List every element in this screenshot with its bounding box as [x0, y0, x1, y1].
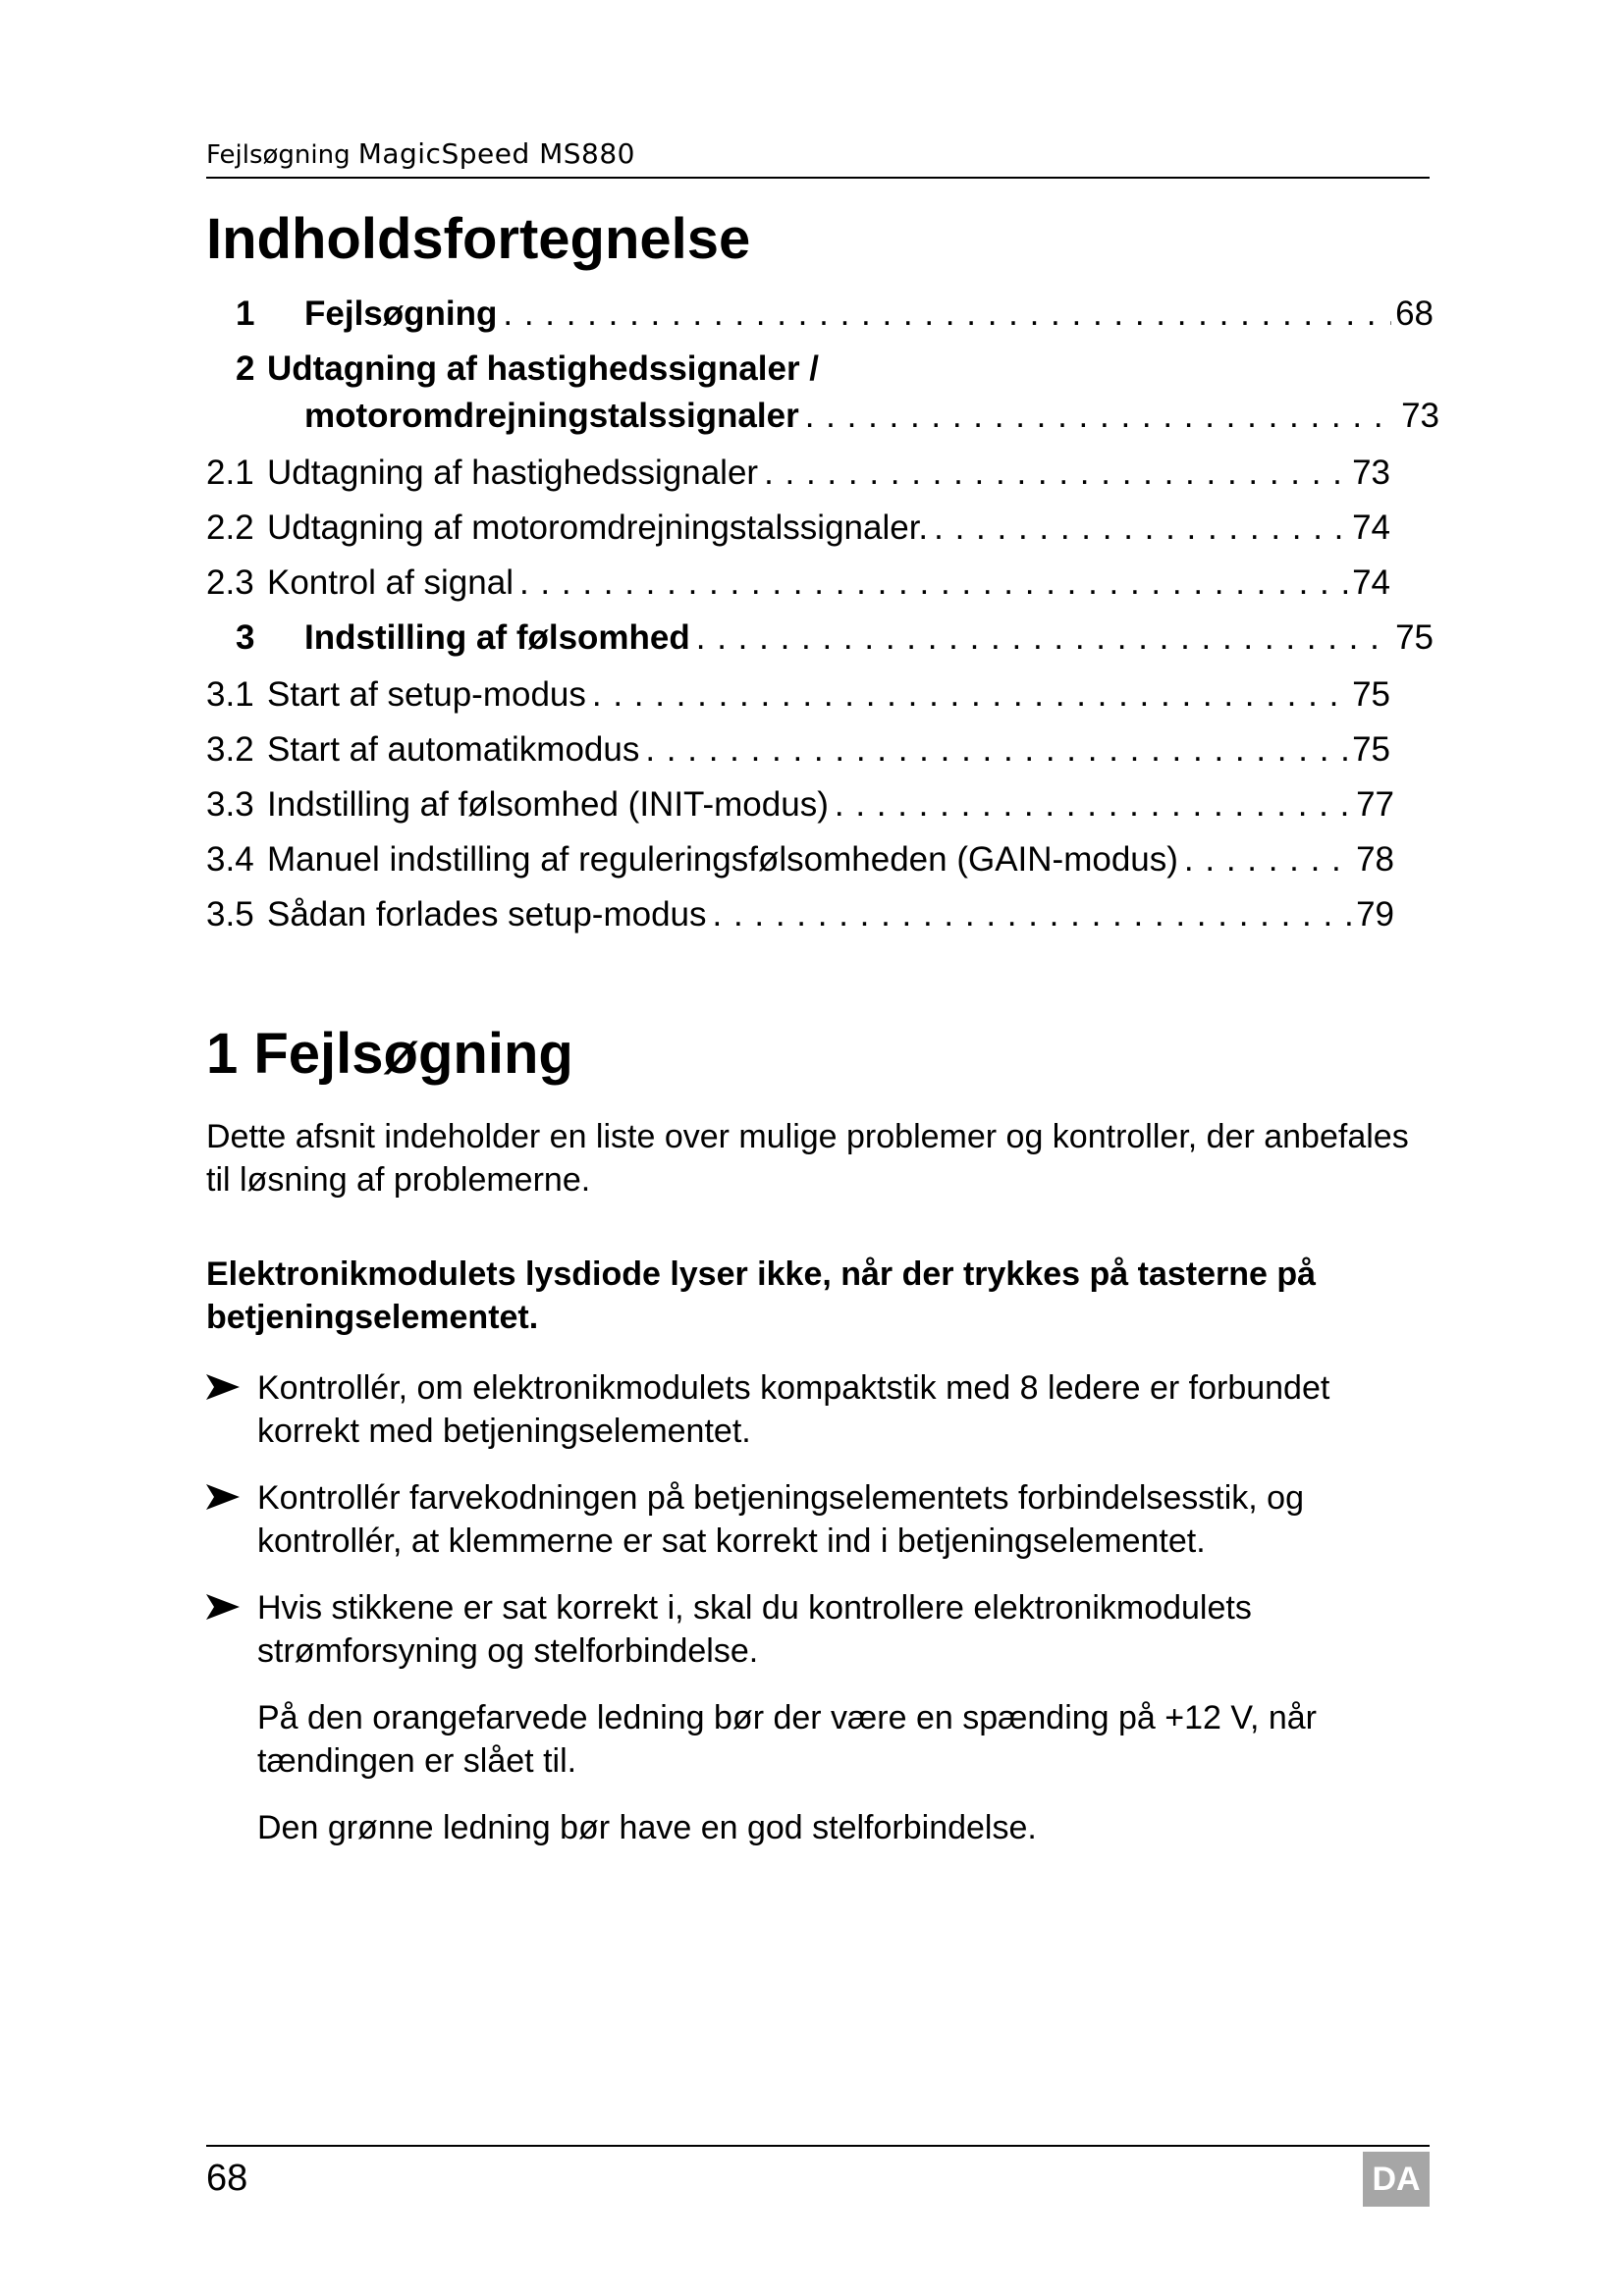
toc-entry-number: 2.3 [206, 563, 254, 602]
toc-entry-3-4[interactable] [206, 840, 1394, 889]
arrow-bullet-icon [206, 1592, 240, 1622]
toc-entry-3[interactable] [236, 618, 1434, 667]
toc-entry-2-1[interactable] [206, 454, 1390, 503]
toc-entry-2-3[interactable] [206, 563, 1390, 613]
toc-entry-3-2[interactable] [206, 730, 1390, 779]
toc-entry-number: 1 [236, 294, 255, 333]
toc-entry-number: 3.4 [206, 840, 254, 879]
toc-entry-label: Start af setup-modus [267, 675, 586, 714]
toc-title: Indholdsfortegnelse [206, 207, 751, 271]
toc-entry-number: 3.3 [206, 785, 254, 824]
toc-entry-page: 75 [1395, 618, 1434, 657]
bullet-text: Kontrollér farvekodningen på betjeningselementets forbindelsesstik, og kontrollér, at klemmerne er sat korrekt ind i betjeningselementet. [257, 1479, 1304, 1560]
toc-entry-label: Udtagning af hastighedssignaler [267, 454, 759, 492]
toc-entry-label: Indstilling af følsomhed [304, 618, 690, 657]
language-badge: DA [1363, 2152, 1430, 2207]
toc-entry-number: 2 [236, 349, 255, 388]
toc-entry-page: 78 [1356, 840, 1394, 879]
toc-entry-label: Manuel indstilling af reguleringsfølsomheden (GAIN-modus) [267, 840, 1178, 879]
header-product: MagicSpeed MS880 [357, 137, 635, 170]
running-header [206, 137, 1430, 179]
toc-dot-leader [639, 730, 1348, 770]
section-intro: Dette afsnit indeholder en liste over mulige problemer og kontroller, der anbefales til løsning af problemerne. [206, 1118, 1409, 1199]
toc-entry-label: Udtagning af motoromdrejningstalssignaler. [267, 508, 929, 547]
toc-entry-2[interactable] [236, 349, 1434, 399]
toc-entry-1[interactable] [236, 294, 1434, 344]
toc-entry-3-5[interactable] [206, 895, 1394, 944]
toc-dot-leader [586, 675, 1348, 715]
arrow-bullet-icon [206, 1482, 240, 1512]
page-number: 68 [206, 2158, 248, 2199]
toc-dot-leader [514, 563, 1348, 603]
toc-entry-page: 75 [1352, 730, 1390, 769]
toc-entry-label: Sådan forlades setup-modus [267, 895, 707, 934]
toc-dot-leader [928, 508, 1348, 548]
problem-heading: Elektronikmodulets lysdiode lyser ikke, når der trykkes på tasterne på betjeningselementet. [206, 1255, 1317, 1336]
toc-dot-leader [829, 785, 1352, 825]
note-voltage: På den orangefarvede ledning bør der være en spænding på +12 V, når tændingen er slået til. [257, 1699, 1317, 1780]
toc-dot-leader [690, 618, 1391, 658]
arrow-bullet-icon [206, 1372, 240, 1402]
toc-entry-2-cont[interactable] [304, 397, 1439, 446]
toc-entry-label: Fejlsøgning [304, 294, 498, 333]
header-section: Fejlsøgning [206, 140, 351, 170]
toc-entry-page: 77 [1356, 785, 1394, 824]
bullet-text: Kontrollér, om elektronikmodulets kompaktstik med 8 ledere er forbundet korrekt med betjeningselementet. [257, 1369, 1330, 1450]
toc-dot-leader [707, 895, 1353, 934]
toc-entry-number: 2.2 [206, 508, 254, 547]
toc-entry-number: 3.1 [206, 675, 254, 714]
toc-dot-leader [758, 454, 1348, 493]
toc-entry-2-2[interactable] [206, 508, 1390, 558]
toc-entry-page: 75 [1352, 675, 1390, 714]
toc-entry-label: Udtagning af hastighedssignaler / [267, 349, 820, 388]
toc-dot-leader [799, 397, 1397, 436]
toc-entry-page: 73 [1352, 454, 1390, 492]
section-title: 1 Fejlsøgning [206, 1022, 573, 1086]
toc-entry-page: 74 [1352, 508, 1390, 547]
toc-entry-label: motoromdrejningstalssignaler [304, 397, 799, 435]
toc-entry-3-3[interactable] [206, 785, 1394, 834]
footer-divider [206, 2145, 1430, 2147]
toc-entry-page: 73 [1401, 397, 1439, 435]
toc-dot-leader [1178, 840, 1352, 880]
toc-entry-label: Start af automatikmodus [267, 730, 640, 769]
bullet-text: Hvis stikkene er sat korrekt i, skal du kontrollere elektronikmodulets strømforsyning og stelforbindelse. [257, 1589, 1252, 1670]
toc-entry-number: 2.1 [206, 454, 254, 492]
toc-entry-page: 79 [1356, 895, 1394, 934]
note-ground: Den grønne ledning bør have en god stelforbindelse. [257, 1809, 1037, 1846]
toc-entry-number: 3.5 [206, 895, 254, 934]
toc-dot-leader [497, 294, 1391, 334]
toc-entry-label: Indstilling af følsomhed (INIT-modus) [267, 785, 829, 824]
toc-entry-page: 68 [1395, 294, 1434, 333]
toc-entry-number: 3 [236, 618, 255, 657]
toc-entry-label: Kontrol af signal [267, 563, 514, 602]
toc-entry-number: 3.2 [206, 730, 254, 769]
toc-entry-page: 74 [1352, 563, 1390, 602]
toc-entry-3-1[interactable] [206, 675, 1390, 724]
